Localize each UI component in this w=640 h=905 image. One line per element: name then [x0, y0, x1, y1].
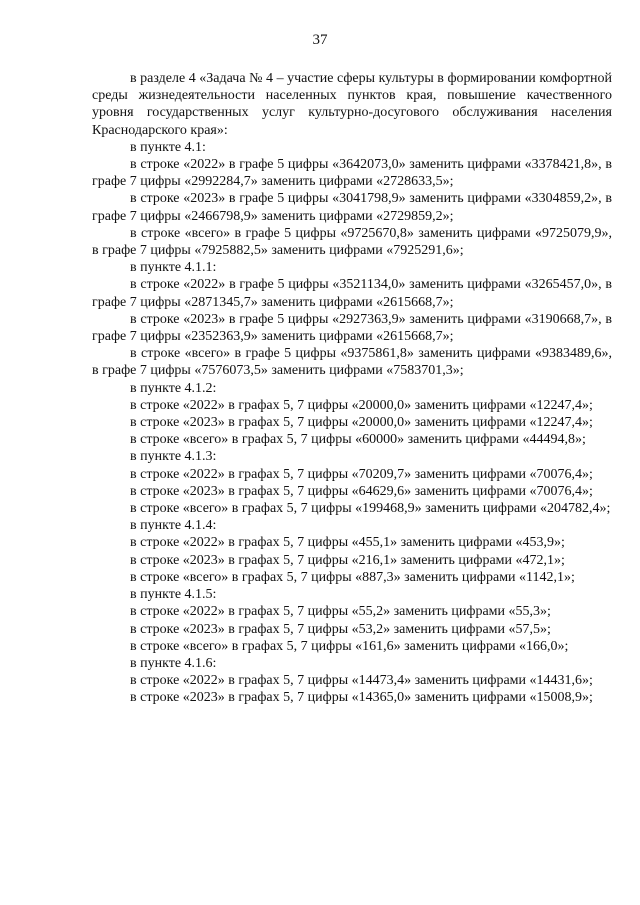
- paragraph: в пункте 4.1.2:: [130, 380, 217, 396]
- paragraph: в строке «2023» в графах 5, 7 цифры «53,2» заменить цифрами «57,5»;: [130, 621, 551, 637]
- paragraph: в строке «2022» в графах 5, 7 цифры «455,1» заменить цифрами «453,9»;: [130, 535, 565, 551]
- paragraph: в разделе 4 «Задача № 4 – участие сферы культуры в формировании комфортной среды жизнедеятельности населенных пунктов края, повышение качественного уровня государственных услуг культурно-досугового обслуживания населения Краснодарского края»:: [92, 71, 612, 138]
- paragraph: в строке «2023» в графах 5, 7 цифры «64629,6» заменить цифрами «70076,4»;: [130, 483, 593, 499]
- paragraph: в строке «2022» в графе 5 цифры «3521134,0» заменить цифрами «3265457,0», в графе 7 цифры «2871345,7» заменить цифрами «2615668,7»;: [92, 277, 612, 310]
- paragraph: в строке «2023» в графах 5, 7 цифры «216,1» заменить цифрами «472,1»;: [130, 552, 565, 568]
- paragraph: в строке «всего» в графе 5 цифры «9375861,8» заменить цифрами «9383489,6», в графе 7 цифры «7576073,5» заменить цифрами «7583701,3»;: [92, 346, 612, 379]
- paragraph: в строке «2022» в графах 5, 7 цифры «55,2» заменить цифрами «55,3»;: [130, 604, 551, 620]
- paragraph: в строке «2022» в графе 5 цифры «3642073,0» заменить цифрами «3378421,8», в графе 7 цифры «2992284,7» заменить цифрами «2728633,5»;: [92, 157, 612, 190]
- paragraph: в строке «2023» в графе 5 цифры «3041798,9» заменить цифрами «3304859,2», в графе 7 цифры «2466798,9» заменить цифрами «2729859,2»;: [92, 191, 612, 224]
- paragraph: в строке «2023» в графах 5, 7 цифры «20000,0» заменить цифрами «12247,4»;: [130, 415, 593, 431]
- paragraph: в пункте 4.1.3:: [130, 449, 217, 465]
- paragraph: в строке «всего» в графах 5, 7 цифры «887,3» заменить цифрами «1142,1»;: [130, 569, 575, 585]
- document-body: [92, 70, 612, 707]
- paragraph: в строке «всего» в графах 5, 7 цифры «161,6» заменить цифрами «166,0»;: [130, 638, 569, 654]
- paragraph: в строке «2023» в графе 5 цифры «2927363,9» заменить цифрами «3190668,7», в графе 7 цифры «2352363,9» заменить цифрами «2615668,7»;: [92, 311, 612, 345]
- paragraph: в строке «2022» в графах 5, 7 цифры «14473,4» заменить цифрами «14431,6»;: [130, 673, 593, 689]
- paragraph: в строке «всего» в графах 5, 7 цифры «60000» заменить цифрами «44494,8»;: [130, 432, 586, 448]
- paragraph: в пункте 4.1.4:: [130, 518, 217, 534]
- paragraph: в строке «2023» в графах 5, 7 цифры «14365,0» заменить цифрами «15008,9»;: [130, 690, 593, 706]
- page-number: 37: [312, 32, 328, 48]
- paragraph: в пункте 4.1:: [130, 139, 206, 155]
- paragraph: в строке «всего» в графе 5 цифры «9725670,8» заменить цифрами «9725079,9», в графе 7 цифры «7925882,5» заменить цифрами «7925291,6»;: [92, 225, 612, 259]
- paragraph: в строке «2022» в графах 5, 7 цифры «20000,0» заменить цифрами «12247,4»;: [130, 397, 593, 413]
- paragraph: в пункте 4.1.5:: [130, 587, 217, 603]
- paragraph: в строке «2022» в графах 5, 7 цифры «70209,7» заменить цифрами «70076,4»;: [130, 466, 593, 482]
- paragraph: в строке «всего» в графах 5, 7 цифры «199468,9» заменить цифрами «204782,4»;: [130, 501, 611, 517]
- paragraph: в пункте 4.1.6:: [130, 655, 217, 671]
- paragraph: в пункте 4.1.1:: [130, 260, 217, 276]
